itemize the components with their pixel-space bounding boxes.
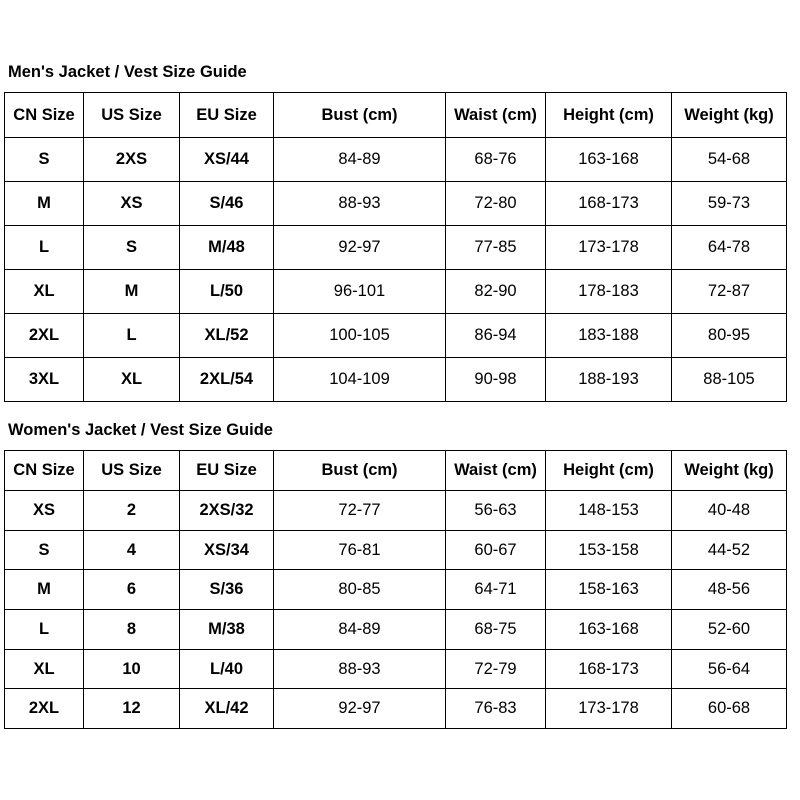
cell-us-size: L [84, 314, 180, 358]
cell-cn-size: L [5, 610, 84, 650]
cell-height: 168-173 [546, 182, 672, 226]
cell-cn-size: L [5, 226, 84, 270]
cell-bust: 84-89 [274, 610, 446, 650]
table-row [5, 649, 787, 689]
cell-weight: 60-68 [672, 689, 787, 729]
cell-height: 158-163 [546, 570, 672, 610]
cell-weight: 59-73 [672, 182, 787, 226]
cell-height: 178-183 [546, 270, 672, 314]
men-size-guide-title: Men's Jacket / Vest Size Guide [8, 63, 247, 81]
cell-eu-size: XL/52 [180, 314, 274, 358]
cell-us-size: S [84, 226, 180, 270]
cell-height: 173-178 [546, 226, 672, 270]
cell-bust: 76-81 [274, 530, 446, 570]
table-row [5, 530, 787, 570]
cell-cn-size: S [5, 530, 84, 570]
cell-us-size: 4 [84, 530, 180, 570]
column-header-cn-size: CN Size [5, 93, 84, 138]
cell-height: 188-193 [546, 358, 672, 402]
cell-weight: 48-56 [672, 570, 787, 610]
cell-eu-size: XS/34 [180, 530, 274, 570]
cell-us-size: M [84, 270, 180, 314]
cell-bust: 84-89 [274, 138, 446, 182]
column-header-bust: Bust (cm) [274, 451, 446, 491]
column-header-waist: Waist (cm) [446, 451, 546, 491]
cell-eu-size: 2XL/54 [180, 358, 274, 402]
cell-waist: 60-67 [446, 530, 546, 570]
cell-eu-size: 2XS/32 [180, 491, 274, 531]
cell-cn-size: 2XL [5, 689, 84, 729]
cell-cn-size: M [5, 570, 84, 610]
table-row [5, 570, 787, 610]
column-header-height: Height (cm) [546, 93, 672, 138]
cell-us-size: XL [84, 358, 180, 402]
cell-weight: 44-52 [672, 530, 787, 570]
cell-cn-size: S [5, 138, 84, 182]
cell-weight: 88-105 [672, 358, 787, 402]
cell-cn-size: M [5, 182, 84, 226]
column-header-waist: Waist (cm) [446, 93, 546, 138]
cell-weight: 40-48 [672, 491, 787, 531]
women-table-body [5, 491, 787, 729]
cell-waist: 77-85 [446, 226, 546, 270]
cell-height: 163-168 [546, 138, 672, 182]
cell-bust: 92-97 [274, 689, 446, 729]
cell-us-size: 2XS [84, 138, 180, 182]
cell-eu-size: M/48 [180, 226, 274, 270]
table-row [5, 182, 787, 226]
cell-weight: 54-68 [672, 138, 787, 182]
cell-waist: 68-75 [446, 610, 546, 650]
cell-cn-size: 2XL [5, 314, 84, 358]
cell-weight: 56-64 [672, 649, 787, 689]
cell-bust: 88-93 [274, 182, 446, 226]
column-header-weight: Weight (kg) [672, 93, 787, 138]
cell-waist: 72-79 [446, 649, 546, 689]
table-row [5, 358, 787, 402]
table-row [5, 314, 787, 358]
cell-bust: 88-93 [274, 649, 446, 689]
cell-eu-size: L/50 [180, 270, 274, 314]
cell-waist: 76-83 [446, 689, 546, 729]
cell-height: 148-153 [546, 491, 672, 531]
cell-eu-size: M/38 [180, 610, 274, 650]
men-size-table [4, 92, 787, 402]
cell-waist: 64-71 [446, 570, 546, 610]
table-row [5, 270, 787, 314]
cell-us-size: XS [84, 182, 180, 226]
column-header-eu-size: EU Size [180, 451, 274, 491]
women-table-header [5, 451, 787, 491]
cell-cn-size: 3XL [5, 358, 84, 402]
cell-bust: 100-105 [274, 314, 446, 358]
women-size-table [4, 450, 787, 729]
cell-cn-size: XS [5, 491, 84, 531]
cell-eu-size: S/36 [180, 570, 274, 610]
table-row [5, 226, 787, 270]
table-row [5, 491, 787, 531]
cell-eu-size: L/40 [180, 649, 274, 689]
cell-us-size: 6 [84, 570, 180, 610]
cell-height: 173-178 [546, 689, 672, 729]
cell-bust: 104-109 [274, 358, 446, 402]
cell-weight: 72-87 [672, 270, 787, 314]
cell-weight: 52-60 [672, 610, 787, 650]
column-header-bust: Bust (cm) [274, 93, 446, 138]
cell-bust: 96-101 [274, 270, 446, 314]
cell-height: 183-188 [546, 314, 672, 358]
men-table-body [5, 138, 787, 402]
cell-bust: 72-77 [274, 491, 446, 531]
cell-us-size: 8 [84, 610, 180, 650]
cell-weight: 80-95 [672, 314, 787, 358]
cell-us-size: 2 [84, 491, 180, 531]
cell-waist: 72-80 [446, 182, 546, 226]
women-size-guide-title: Women's Jacket / Vest Size Guide [8, 421, 273, 439]
cell-waist: 56-63 [446, 491, 546, 531]
column-header-us-size: US Size [84, 93, 180, 138]
cell-bust: 80-85 [274, 570, 446, 610]
cell-waist: 82-90 [446, 270, 546, 314]
table-row [5, 689, 787, 729]
cell-height: 153-158 [546, 530, 672, 570]
table-row [5, 138, 787, 182]
column-header-height: Height (cm) [546, 451, 672, 491]
cell-bust: 92-97 [274, 226, 446, 270]
cell-eu-size: XL/42 [180, 689, 274, 729]
cell-eu-size: XS/44 [180, 138, 274, 182]
table-row [5, 610, 787, 650]
column-header-us-size: US Size [84, 451, 180, 491]
cell-waist: 68-76 [446, 138, 546, 182]
cell-us-size: 10 [84, 649, 180, 689]
cell-waist: 90-98 [446, 358, 546, 402]
men-header-row [5, 93, 787, 138]
cell-height: 163-168 [546, 610, 672, 650]
cell-cn-size: XL [5, 270, 84, 314]
column-header-eu-size: EU Size [180, 93, 274, 138]
column-header-cn-size: CN Size [5, 451, 84, 491]
cell-waist: 86-94 [446, 314, 546, 358]
cell-us-size: 12 [84, 689, 180, 729]
cell-weight: 64-78 [672, 226, 787, 270]
cell-cn-size: XL [5, 649, 84, 689]
column-header-weight: Weight (kg) [672, 451, 787, 491]
cell-eu-size: S/46 [180, 182, 274, 226]
men-table-header [5, 93, 787, 138]
women-header-row [5, 451, 787, 491]
cell-height: 168-173 [546, 649, 672, 689]
